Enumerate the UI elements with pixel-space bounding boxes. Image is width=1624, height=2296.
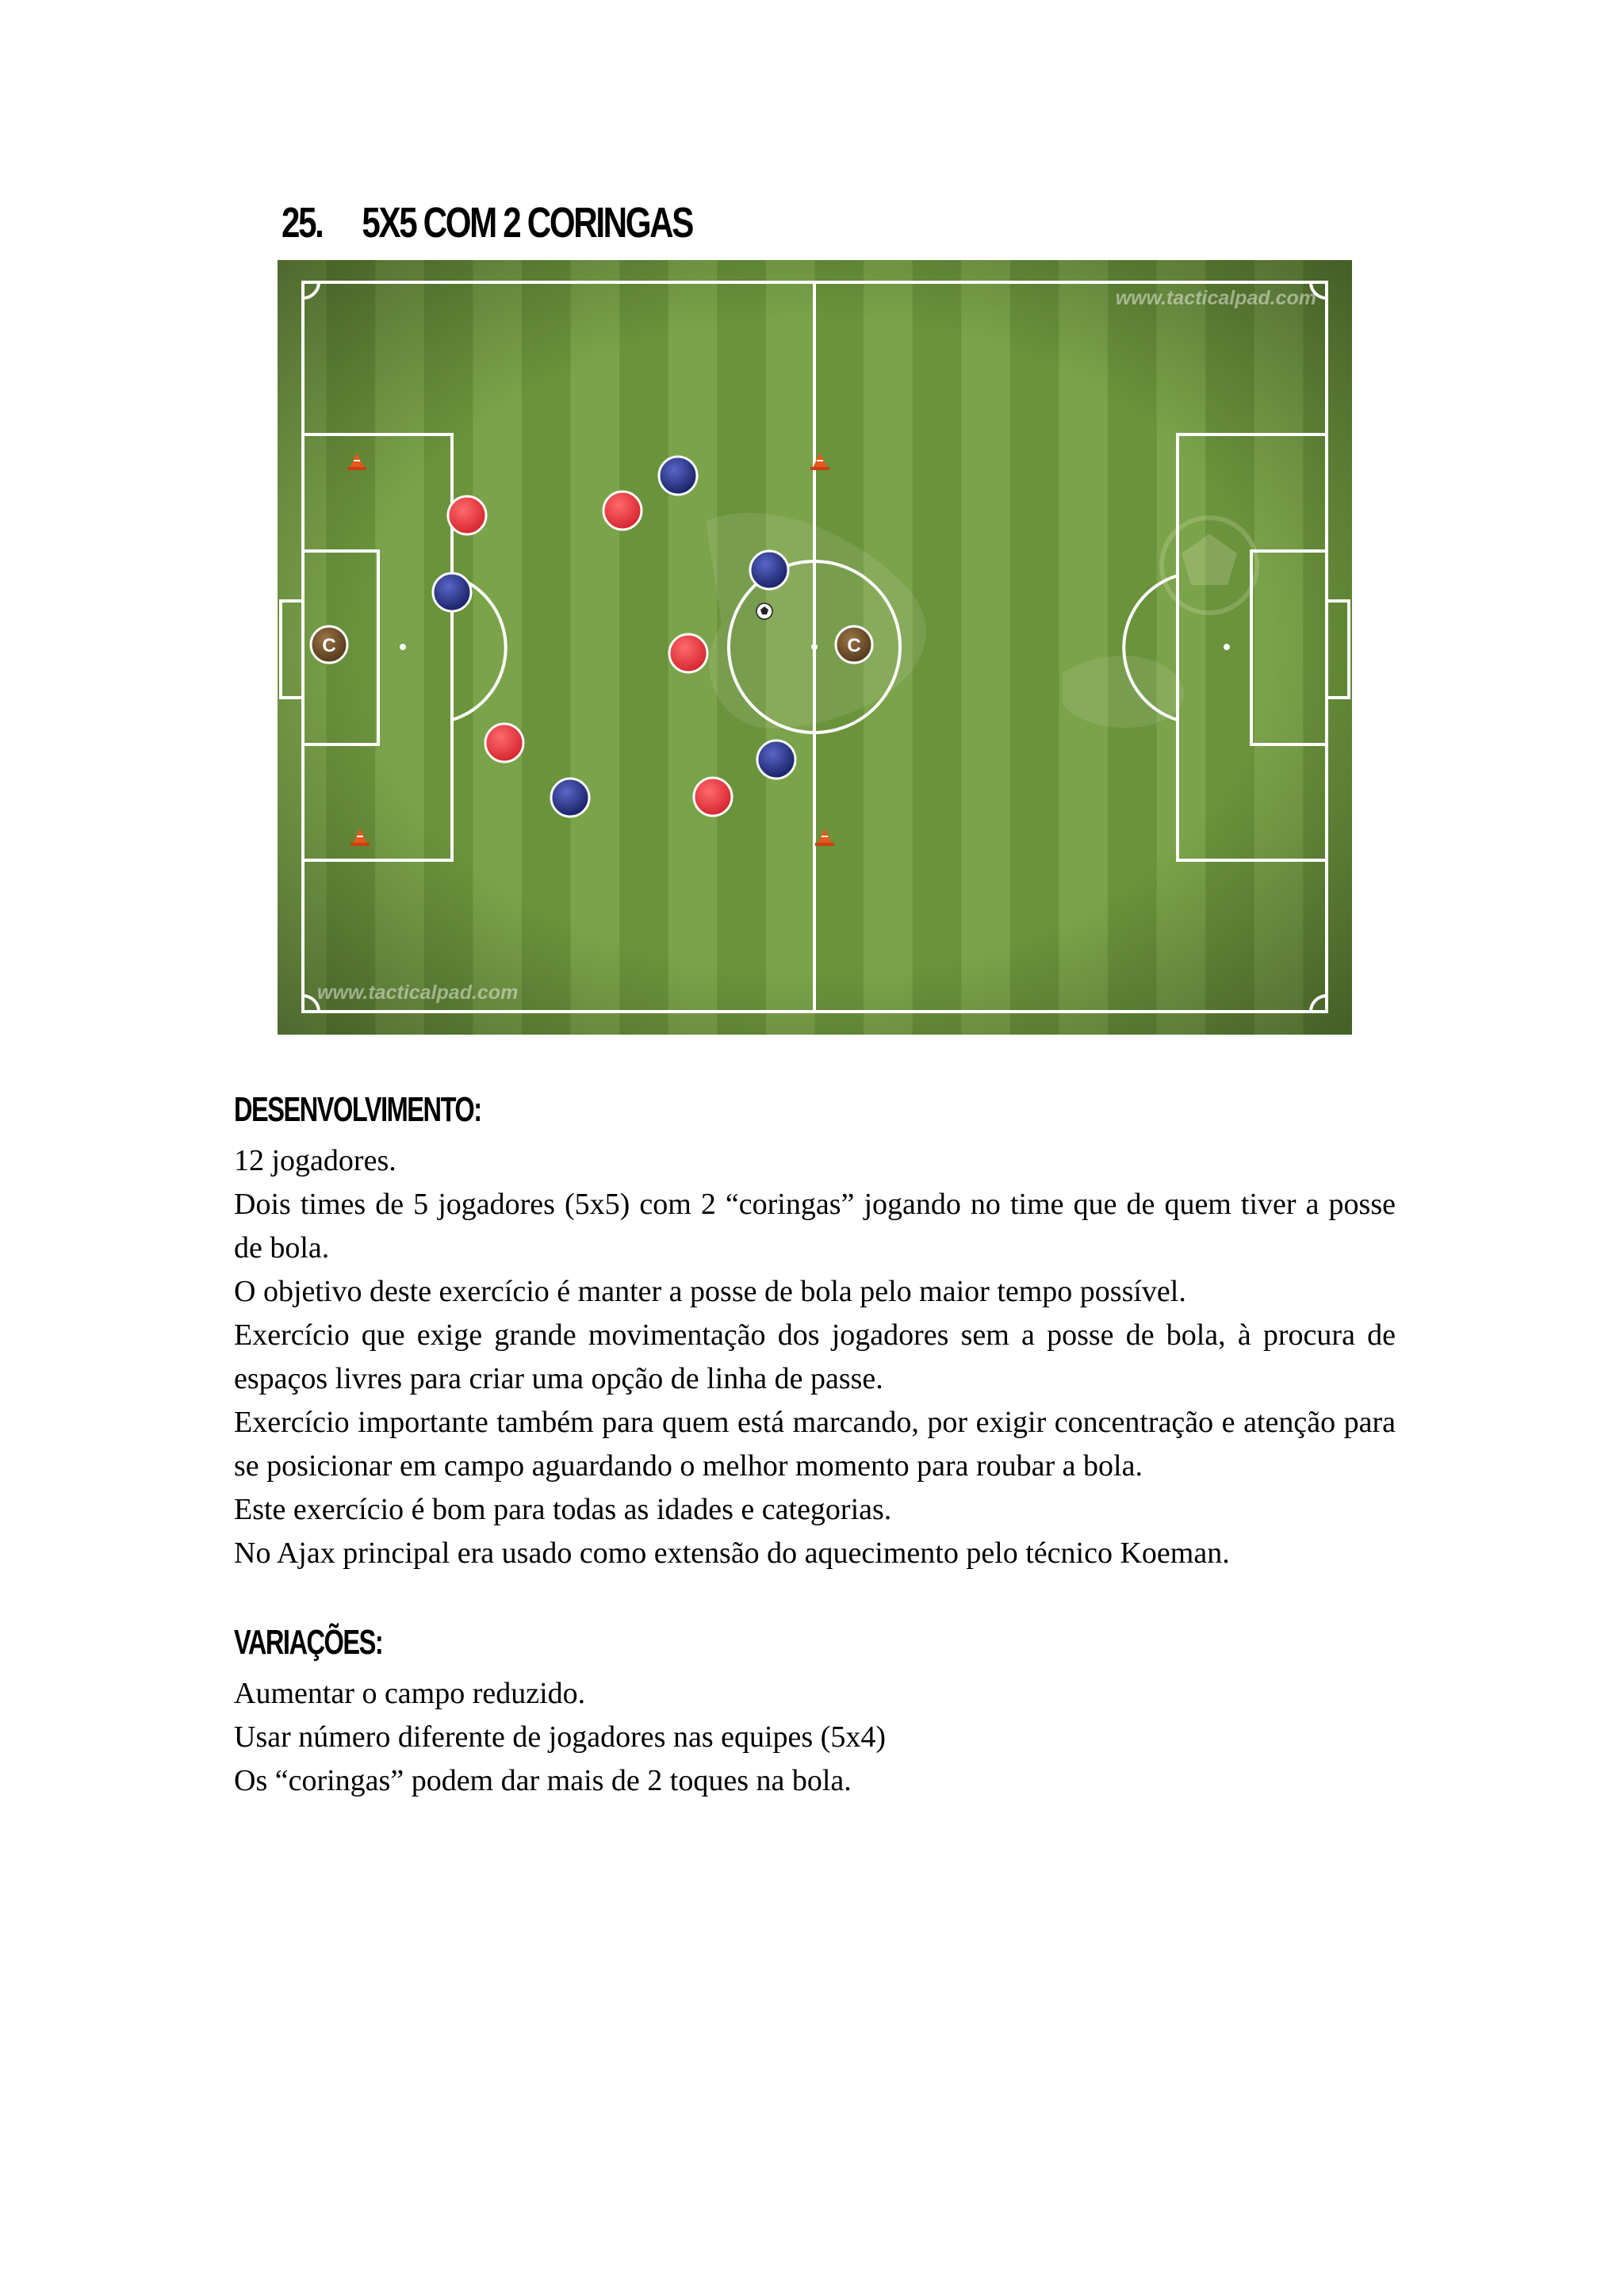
paragraph: O objetivo deste exercício é manter a posse de bola pelo maior tempo possível. (234, 1275, 1186, 1308)
watermark-bottom: www.tacticalpad.com (317, 982, 519, 1004)
desenvolvimento-heading: DESENVOLVIMENTO: (234, 1090, 481, 1129)
paragraph: Usar número diferente de jogadores nas equipes (5x4) (234, 1720, 886, 1754)
paragraph: 12 jogadores. (234, 1144, 396, 1177)
paragraph: Dois times de 5 jogadores (5x5) com 2 “coringas” jogando no time que de quem tiver a posse de bola. (234, 1188, 1396, 1265)
variacoes-text (234, 1672, 1396, 1803)
blue-player (433, 573, 471, 611)
paragraph: Exercício importante também para quem está marcando, por exigir concentração e atenção para se posicionar em campo aguardando o melhor momento para roubar a bola. (234, 1406, 1396, 1483)
variacoes-heading: VARIAÇÕES: (234, 1623, 383, 1662)
paragraph: Os “coringas” podem dar mais de 2 toques na bola. (234, 1764, 852, 1797)
paragraph: Aumentar o campo reduzido. (234, 1677, 586, 1710)
desenvolvimento-text (234, 1139, 1396, 1575)
paragraph: Exercício que exige grande movimentação dos jogadores sem a posse de bola, à procura de espaços livres para criar uma opção de linha de passe. (234, 1318, 1396, 1395)
blue-player (757, 740, 795, 779)
joker-player (836, 626, 872, 663)
watermark-top: www.tacticalpad.com (1115, 287, 1316, 309)
joker-player (311, 626, 347, 663)
red-player (603, 492, 642, 530)
red-player (485, 724, 523, 762)
joker-label: C (322, 635, 336, 656)
ball (756, 603, 772, 619)
left-penalty-spot (400, 644, 406, 650)
red-player (669, 634, 707, 672)
center-spot (811, 644, 818, 650)
paragraph: Este exercício é bom para todas as idades e categorias. (234, 1493, 892, 1526)
exercise-number: 25. (282, 199, 323, 247)
joker-label: C (847, 635, 861, 656)
red-player (694, 778, 732, 816)
blue-player (659, 457, 697, 495)
blue-player (750, 551, 788, 589)
paragraph: No Ajax principal era usado como extensão do aquecimento pelo técnico Koeman. (234, 1536, 1230, 1570)
red-player (448, 496, 486, 534)
right-penalty-spot (1224, 644, 1230, 650)
blue-player (551, 779, 589, 817)
exercise-title (282, 198, 692, 247)
exercise-name: 5X5 COM 2 CORINGAS (362, 199, 693, 247)
tactical-diagram (278, 260, 1352, 1035)
